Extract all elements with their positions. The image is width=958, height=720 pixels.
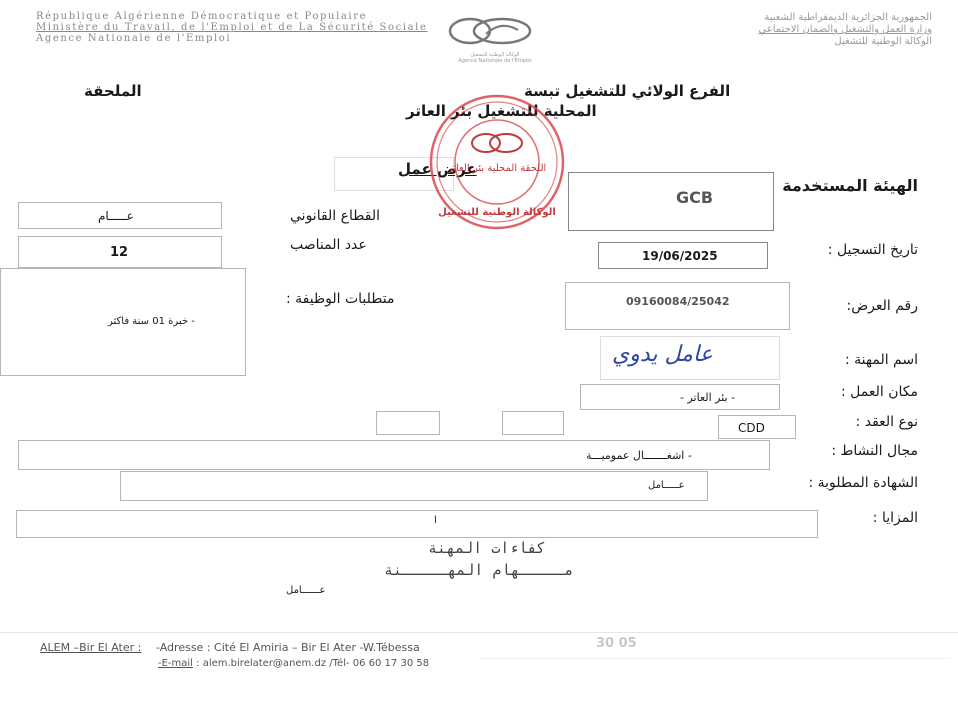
footer-email-label: -E-mail [158, 658, 193, 669]
diploma-box [120, 471, 708, 501]
footer-email: : alem.birelater@anem.dz [192, 658, 327, 669]
legal-sector-value: عـــــام [98, 209, 134, 223]
activity-value: - اشغـــــــال عموميـــة [586, 449, 692, 462]
offer-title: عرض عمل [398, 160, 477, 178]
header-fr-line3: Agence Nationale de l'Emploi [36, 33, 232, 44]
header-fr-line2: Ministère du Travail, de l'Emploi et de La Sécurité Sociale [36, 22, 428, 33]
header-ar-line1: الجمهورية الجزائرية الديمقراطية الشعبية [764, 12, 932, 23]
annex-label: الملحقة [84, 82, 142, 100]
logo-caption-ar: الوكالة الوطنية للتشغيل [470, 52, 520, 58]
stamp-inner-text: اللحقة المحلية بئر العاتر [447, 163, 547, 174]
offer-number-value: 09160084/25042 [626, 295, 730, 308]
competences-heading: كفاءات المهنة [428, 539, 546, 557]
header-ar-line3: الوكالة الوطنية للتشغيل [834, 36, 932, 47]
contract-value: CDD [738, 421, 765, 435]
tasks-heading: مـــــهام المهـــــنة [384, 561, 574, 579]
job-name-handwritten: عامل يدوي [612, 342, 713, 367]
logo-caption [440, 52, 550, 64]
footer-phone: /Tél- 06 60 17 30 58 [326, 658, 430, 669]
positions-label: عدد المناصب [290, 237, 367, 253]
requirements-value: - خبرة 01 سنة فاكثر [108, 316, 195, 327]
contract-option-2 [502, 411, 564, 435]
footer-agency: ALEM –Bir El Ater : [40, 641, 142, 654]
workplace-label: مكان العمل : [841, 384, 918, 400]
footer-address: -Adresse : Cité El Amiria – Bir El Ater -W.Tébessa [156, 641, 420, 654]
benefits-box [16, 510, 818, 538]
employer-value: GCB [676, 188, 714, 207]
anem-logo-icon [446, 16, 540, 46]
benefits-value: ا [434, 515, 437, 526]
contract-option-1 [376, 411, 440, 435]
workplace-value: - بئر العاتر - [680, 391, 736, 404]
branch-title: الفرع الولائي للتشغيل تبسة [524, 82, 731, 100]
header-fr [36, 11, 428, 44]
diploma-label: الشهادة المطلوبة : [808, 475, 918, 491]
requirements-label: متطلبات الوظيفة : [286, 291, 395, 307]
header-ar-line2: وزارة العمل والتشغيل والضمان الاجتماعي [758, 24, 932, 35]
header-fr-line1: République Algérienne Démocratique et Populaire [36, 11, 368, 22]
stamp-ring-text: الوكالة الوطنية للتشغيل [438, 207, 556, 218]
header-ar [758, 12, 932, 48]
footer-contact [158, 658, 429, 669]
official-stamp-icon [428, 93, 566, 231]
footer-faded-number: 30 05 [596, 636, 637, 651]
local-agency-title: المحلية للتشغيل بئر العاتر [406, 102, 597, 120]
employer-box [568, 172, 774, 231]
legal-sector-label: القطاع القانوني [290, 208, 380, 224]
activity-label: مجال النشاط : [831, 443, 918, 459]
positions-value: 12 [110, 245, 129, 260]
footer-divider [0, 632, 958, 633]
reg-date-value: 19/06/2025 [642, 249, 718, 263]
diploma-value: عـــــامل [648, 480, 685, 491]
logo-caption-fr: Agence Nationale de l'Emploi [458, 58, 532, 64]
employer-label: الهيئة المستخدمة [782, 176, 918, 195]
footer-faded-line [480, 658, 950, 659]
offer-number-label: رقم العرض: [846, 298, 918, 314]
job-name-label: اسم المهنة : [845, 352, 918, 368]
tasks-value: عــــــامل [286, 585, 326, 596]
reg-date-label: تاريخ التسجيل : [827, 242, 918, 258]
benefits-label: المزايا : [872, 510, 918, 526]
contract-label: نوع العقد : [855, 414, 918, 430]
